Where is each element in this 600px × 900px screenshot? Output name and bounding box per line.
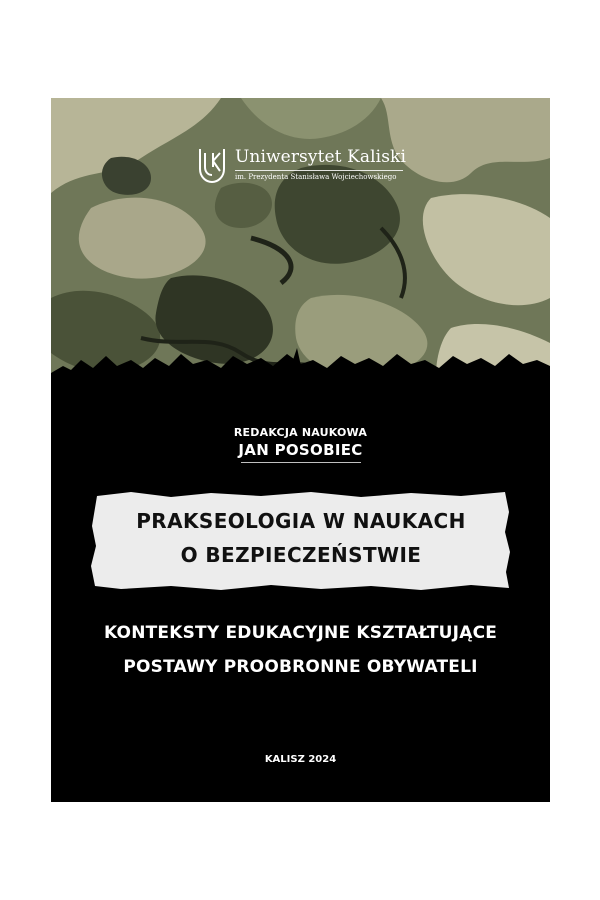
camouflage-background	[51, 98, 550, 408]
university-emblem-icon	[197, 147, 227, 185]
torn-paper-shape	[91, 492, 511, 590]
book-title-line-2: O BEZPIECZEŃSTWIE	[180, 543, 422, 567]
editor-underline	[241, 462, 361, 463]
university-name: Uniwersytet Kaliski	[235, 147, 406, 167]
book-cover	[51, 98, 550, 802]
editor-label: REDAKCJA NAUKOWA	[233, 426, 368, 439]
university-logo	[197, 147, 427, 185]
editor-name: JAN POSOBIEC	[238, 441, 363, 459]
book-title-line-1: PRAKSEOLOGIA W NAUKACH	[136, 509, 466, 533]
university-patron: im. Prezydenta Stanisława Wojciechowskiego	[235, 173, 397, 181]
book-subtitle-line-1: KONTEKSTY EDUKACYJNE KSZTAŁTUJĄCE	[103, 623, 498, 643]
imprint-place-year: KALISZ 2024	[264, 754, 337, 765]
logo-divider	[235, 170, 403, 171]
book-subtitle-line-2: POSTAWY PROOBRONNE OBYWATELI	[123, 657, 478, 677]
title-band	[91, 492, 511, 590]
